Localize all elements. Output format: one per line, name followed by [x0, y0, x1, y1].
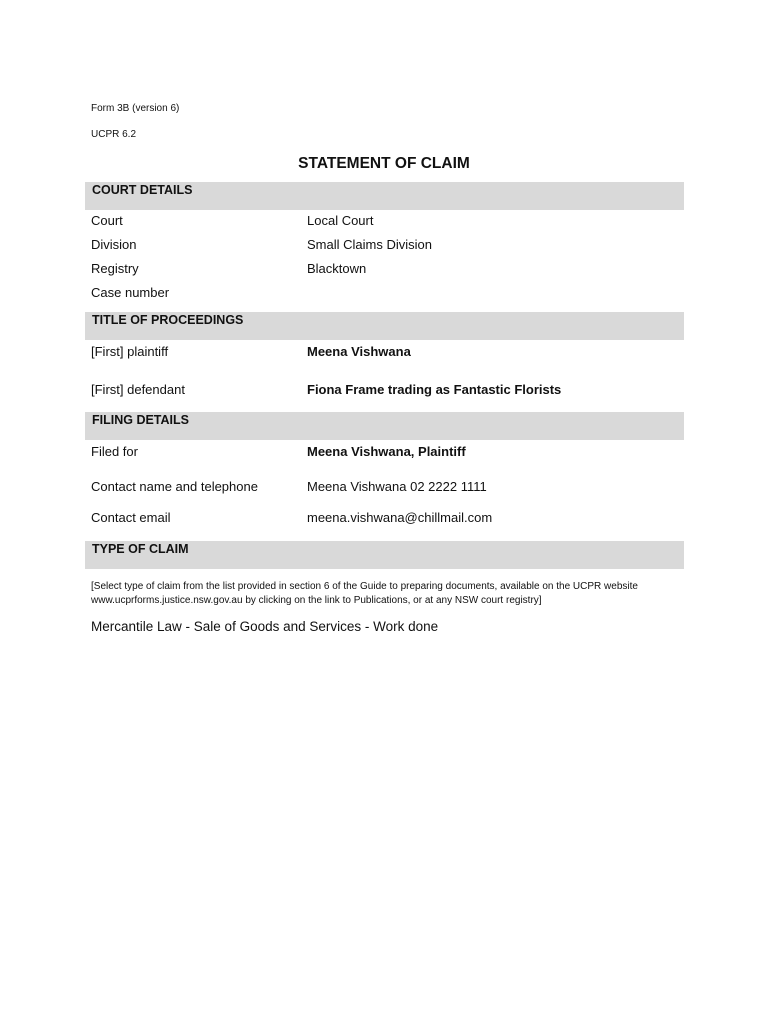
contact-label: Contact name and telephone: [91, 479, 258, 494]
document-title: STATEMENT OF CLAIM: [298, 155, 470, 172]
defendant-label: [First] defendant: [91, 382, 185, 397]
rule-reference: UCPR 6.2: [91, 129, 137, 140]
defendant-value: Fiona Frame trading as Fantastic Florists: [307, 382, 562, 397]
claim-type-value: Mercantile Law - Sale of Goods and Services - Work done: [91, 619, 439, 634]
filed-for-label: Filed for: [91, 444, 138, 459]
court-details-heading: COURT DETAILS: [92, 183, 193, 197]
contact-value: Meena Vishwana 02 2222 1111: [307, 479, 487, 494]
case-number-label: Case number: [91, 285, 170, 300]
email-value: meena.vishwana@chillmail.com: [307, 510, 493, 525]
registry-value: Blacktown: [307, 261, 367, 276]
court-value: Local Court: [307, 213, 374, 228]
division-value: Small Claims Division: [307, 237, 432, 252]
plaintiff-label: [First] plaintiff: [91, 344, 169, 359]
plaintiff-value: Meena Vishwana: [307, 344, 411, 359]
court-label: Court: [91, 213, 123, 228]
title-of-proceedings-section-header: [85, 312, 684, 340]
form-id: Form 3B (version 6): [91, 103, 180, 114]
registry-label: Registry: [91, 261, 139, 276]
claim-type-instruction: [Select type of claim from the list provided in section 6 of the Guide to preparing documents, available on the UCPR website www.ucprforms.justice.nsw.gov.au by clicking on the link to Publications, or at any NSW court registry]: [91, 581, 638, 606]
court-details-section-header: [85, 182, 684, 210]
type-of-claim-heading: TYPE OF CLAIM: [92, 542, 189, 556]
filing-details-section-header: [85, 412, 684, 440]
title-of-proceedings-heading: TITLE OF PROCEEDINGS: [92, 313, 244, 327]
division-label: Division: [91, 237, 137, 252]
filing-details-heading: FILING DETAILS: [92, 413, 189, 427]
filed-for-value: Meena Vishwana, Plaintiff: [307, 444, 466, 459]
type-of-claim-section-header: [85, 541, 684, 569]
email-label: Contact email: [91, 510, 171, 525]
